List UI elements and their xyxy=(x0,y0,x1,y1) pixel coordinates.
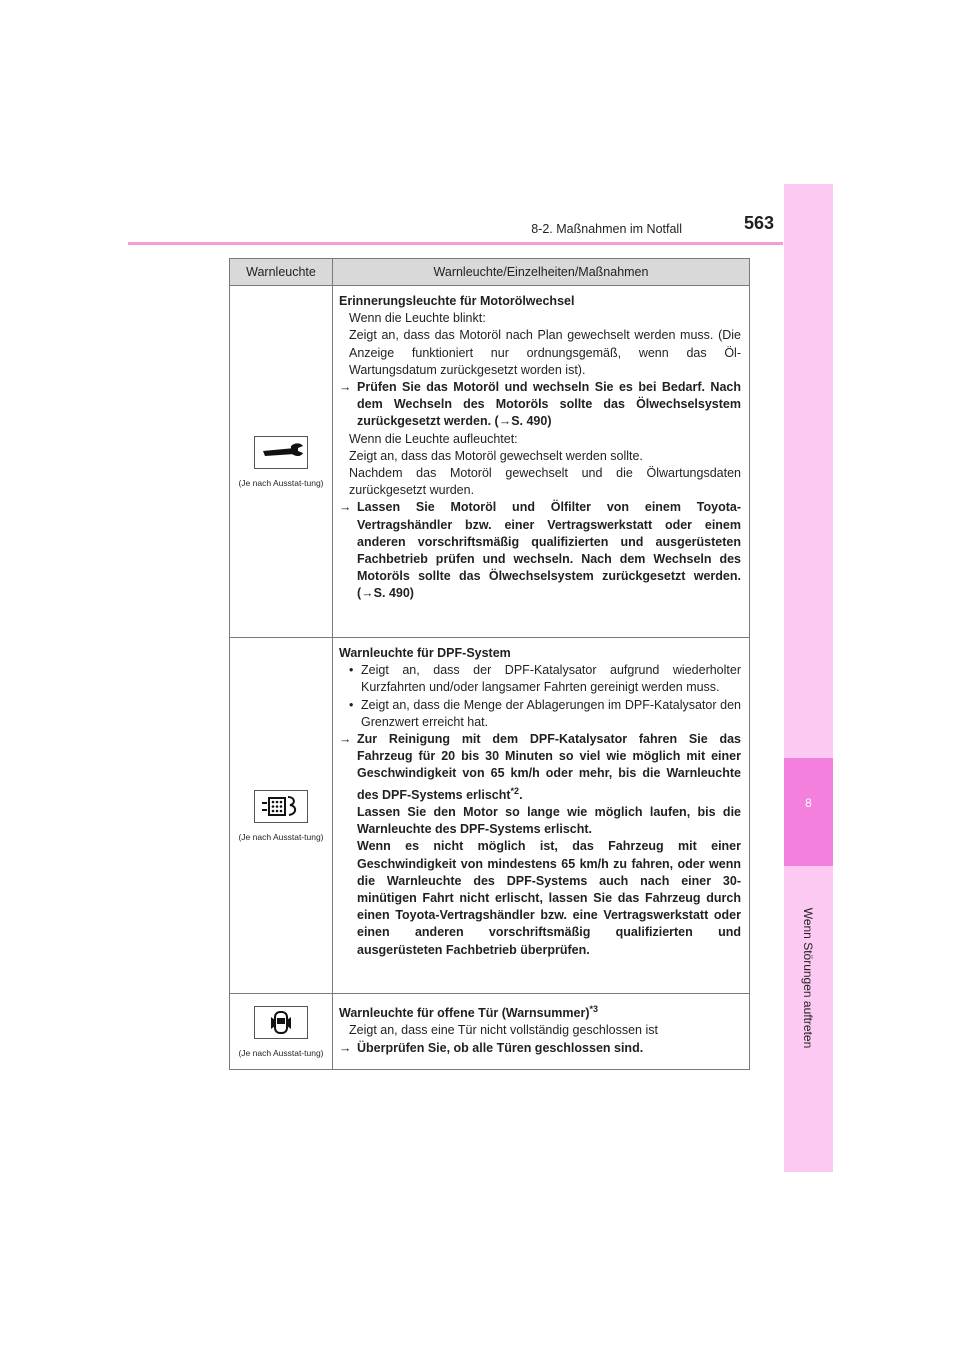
bullet-text: Zeigt an, dass die Menge der Ablagerungen im DPF-Katalysator den Grenzwert erreicht hat. xyxy=(361,697,741,729)
blink-text: Zeigt an, dass das Motoröl nach Plan gewechselt werden muss. (Die Anzeige funktioniert nur ordnungsgemäß, wenn das Öl-Wartungsdatum zurückgesetzt worden ist). xyxy=(349,328,741,377)
arrow-icon: → xyxy=(339,500,352,515)
column-header-details: Warnleuchte/Einzelheiten/Maßnahmen xyxy=(333,259,750,286)
action-text-content: Zur Reinigung mit dem DPF-Katalysator fahren Sie das Fahrzeug für 20 bis 30 Minuten so viel wie möglich mit einer Geschwindigkeit von 65 km/h oder mehr, bis die Warnleuchte des DPF-Systems erlischt xyxy=(357,732,741,802)
lit-text: Nachdem das Motoröl gewechselt und die Ölwartungsdaten zurückgesetzt wurden. xyxy=(349,466,741,498)
footnote-ref: *3 xyxy=(589,1004,598,1014)
equipment-note: (Je nach Ausstat-tung) xyxy=(238,831,324,842)
action-text-content: Lassen Sie Motoröl und Ölfilter von einem Toyota-Vertragshändler bzw. einer Vertragswerkstatt oder einem anderen vorschriftsmäßig qualifizierten und ausgerüsteten Fachbetrieb prüfen und wechseln. Nach dem Wechseln des Motoröls sollte das Ölwechselsystem zurückgesetzt werden. (→S. 490) xyxy=(357,500,741,601)
action-text-content: Wenn es nicht möglich ist, das Fahrzeug mit einer Geschwindigkeit von mindestens 65 km/h zu fahren, oder wenn die Warnleuchte des DPF-Systems auch nach einer 30-minütigen Fahrt nicht erlischt, lassen Sie das Fahrzeug durch einen Toyota-Vertragshändler bzw. eine Vertragswerkstatt oder einen anderen vorschriftsmäßig qualifizierten und ausgerüsteten Fachbetrieb überprüfen. xyxy=(357,839,741,957)
action-text xyxy=(339,838,741,958)
footnote-ref: *2 xyxy=(510,785,520,796)
warning-light-table xyxy=(229,258,750,1070)
side-tab-title: Wenn Störungen auftreten xyxy=(801,907,815,1049)
door-open-icon xyxy=(254,1006,308,1039)
description-cell xyxy=(333,638,750,994)
action-text xyxy=(339,1040,741,1057)
action-text xyxy=(339,379,741,431)
arrow-icon: → xyxy=(339,732,352,747)
table-header-row xyxy=(230,259,750,286)
icon-cell xyxy=(230,994,333,1070)
action-text-content: Prüfen Sie das Motoröl und wechseln Sie es bei Bedarf. Nach dem Wechseln des Motoröls sollte das Ölwechselsystem zurückgesetzt werden. (→S. 490) xyxy=(357,380,741,429)
equipment-note: (Je nach Ausstat-tung) xyxy=(238,1047,324,1058)
arrow-icon: → xyxy=(339,380,352,395)
icon-cell xyxy=(230,638,333,994)
page-number: 563 xyxy=(743,213,774,233)
action-text xyxy=(339,499,741,602)
row-title xyxy=(339,1001,741,1022)
dpf-filter-icon xyxy=(254,790,308,823)
action-text-content: Lassen Sie den Motor so lange wie möglich laufen, bis die Warnleuchte des DPF-Systems erlischt. xyxy=(357,804,741,837)
bullet-text: Zeigt an, dass der DPF-Katalysator aufgrund wiederholter Kurzfahrten und/oder langsamer Fahrten gereinigt werden muss. xyxy=(361,663,741,695)
action-text xyxy=(339,804,741,838)
lit-text: Zeigt an, dass das Motoröl gewechselt werden sollte. xyxy=(349,448,643,463)
bullet-item xyxy=(339,697,741,731)
side-tab-number: 8 xyxy=(805,796,812,810)
bullet-item xyxy=(339,662,741,696)
icon-cell xyxy=(230,286,333,638)
chapter-label: 8-2. Maßnahmen im Notfall xyxy=(531,222,682,236)
table-row xyxy=(230,638,750,994)
header-rule xyxy=(128,242,783,245)
arrow-icon: → xyxy=(339,1040,352,1055)
wrench-icon xyxy=(254,436,308,469)
row-text: Zeigt an, dass eine Tür nicht vollständig geschlossen ist xyxy=(349,1023,658,1038)
bullet-icon: • xyxy=(349,663,354,678)
action-text-content: Überprüfen Sie, ob alle Türen geschlossen sind. xyxy=(357,1040,644,1055)
table-row xyxy=(230,286,750,638)
side-tab-active-marker xyxy=(784,758,833,866)
row-title-text: Warnleuchte für offene Tür (Warnsummer) xyxy=(339,1006,590,1021)
blink-label: Wenn die Leuchte blinkt: xyxy=(349,311,486,326)
lit-label: Wenn die Leuchte aufleuchtet: xyxy=(349,431,518,446)
action-text xyxy=(339,731,741,804)
action-end: . xyxy=(519,787,523,802)
column-header-warning-light: Warnleuchte xyxy=(230,259,333,286)
description-cell xyxy=(333,286,750,638)
equipment-note: (Je nach Ausstat-tung) xyxy=(238,477,324,488)
row-title: Erinnerungsleuchte für Motorölwechsel xyxy=(339,294,575,308)
table-row xyxy=(230,994,750,1070)
bullet-icon: • xyxy=(349,697,354,712)
description-cell xyxy=(333,994,750,1070)
row-title: Warnleuchte für DPF-System xyxy=(339,646,511,660)
